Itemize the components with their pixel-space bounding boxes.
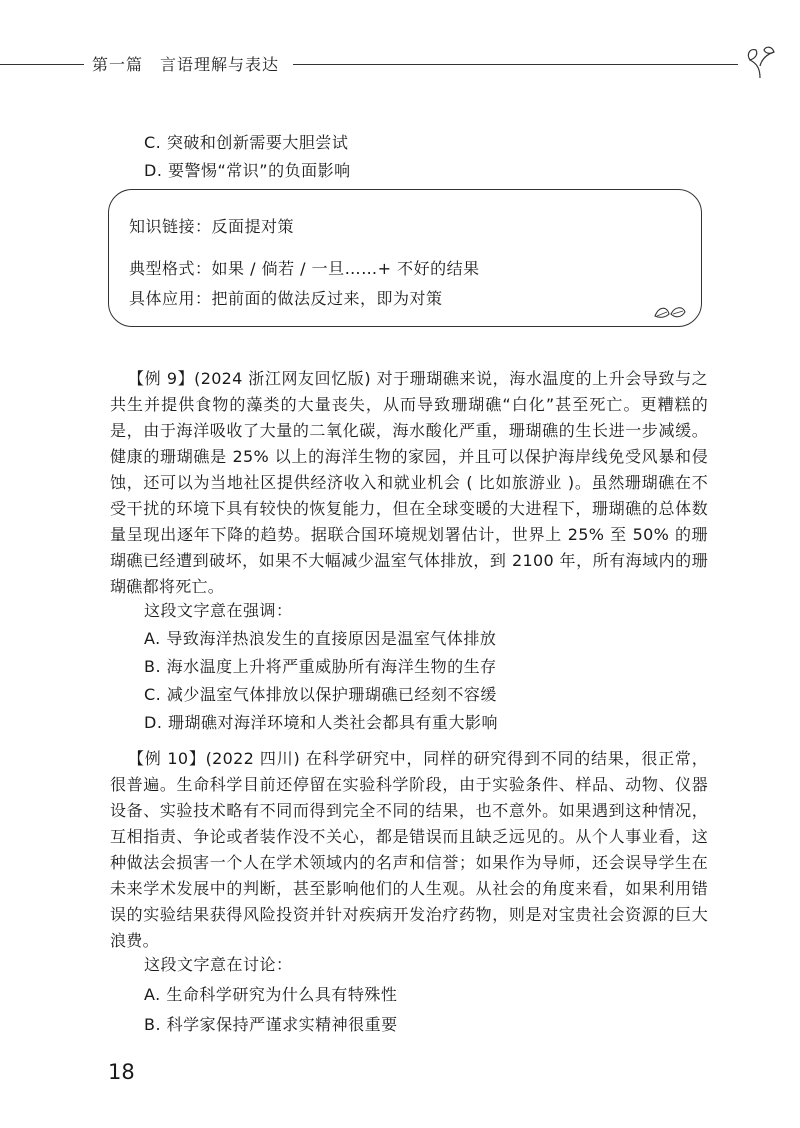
example-10-option-b: B. 科学家保持严谨求实精神很重要 (144, 1015, 398, 1034)
sprout-icon (742, 44, 778, 80)
example-10-passage: 【例 10】(2022 四川) 在科学研究中，同样的研究得到不同的结果，很正常，很普遍。生命科学目前还停留在实验科学阶段，由于实验条件、样品、动物、仪器设备、实验技术略有不同而得到完全不同的结果，也不意外。如果遇到这种情况，互相指责、争论或者装作没不关心，都是错误而且缺乏远见的。从个人事业看，这种做法会损害一个人在学术领域内的名声和信誉；如果作为导师，还会误导学生在未来学术发展中的判断，甚至影响他们的人生观。从社会的角度来看，如果利用错误的实验结果获得风险投资并针对疾病开发治疗药物，则是对宝贵社会资源的巨大浪费。 (110, 749, 708, 950)
leaf-icon (653, 304, 687, 322)
example-9-passage: 【例 9】(2024 浙江网友回忆版) 对于珊瑚礁来说，海水温度的上升会导致与之共生并提供食物的藻类的大量丧失，从而导致珊瑚礁“白化”甚至死亡。更糟糕的是，由于海洋吸收了大量的二氧化碳，海水酸化严重，珊瑚礁的生长进一步减缓。健康的珊瑚礁是 25% 以上的海洋生物的家园，并且可以保护海岸线免受风暴和侵蚀，还可以为当地社区提供经济收入和就业机会 ( 比如旅游业 )。虽然珊瑚礁在不受干扰的环境下具有较快的恢复能力，但在全球变暖的大进程下，珊瑚礁的总体数量呈现出逐年下降的趋势。据联合国环境规划署估计，世界上 25% 至 50% 的珊瑚礁已经遭到破坏，如果不大幅减少温室气体排放，到 2100 年，所有海域内的珊瑚礁都将死亡。 (110, 369, 708, 596)
example-10-prompt: 这段文字意在讨论： (144, 955, 293, 974)
example-10-option-a: A. 生命科学研究为什么具有特殊性 (144, 985, 398, 1004)
option-c: C. 突破和创新需要大胆尝试 (144, 133, 349, 152)
page-number: 18 (108, 1060, 135, 1084)
example-9-option-c: C. 减少温室气体排放以保护珊瑚礁已经刻不容缓 (144, 685, 497, 704)
example-9-option-d: D. 珊瑚礁对海洋环境和人类社会都具有重大影响 (144, 713, 498, 732)
running-header (0, 44, 800, 84)
option-d: D. 要警惕“常识”的负面影响 (144, 161, 351, 180)
knowledge-pattern: 典型格式：如果 / 倘若 / 一旦……+ 不好的结果 (129, 259, 480, 278)
example-9-option-a: A. 导致海洋热浪发生的直接原因是温室气体排放 (144, 629, 497, 648)
chapter-title: 第一篇 言语理解与表达 (84, 52, 293, 75)
example-9-option-b: B. 海水温度上升将严重威胁所有海洋生物的生存 (144, 657, 497, 676)
knowledge-application: 具体应用：把前面的做法反过来，即为对策 (129, 289, 443, 308)
knowledge-link-box (108, 189, 702, 327)
knowledge-title: 知识链接：反面提对策 (129, 217, 295, 236)
example-9-prompt: 这段文字意在强调： (144, 601, 293, 620)
